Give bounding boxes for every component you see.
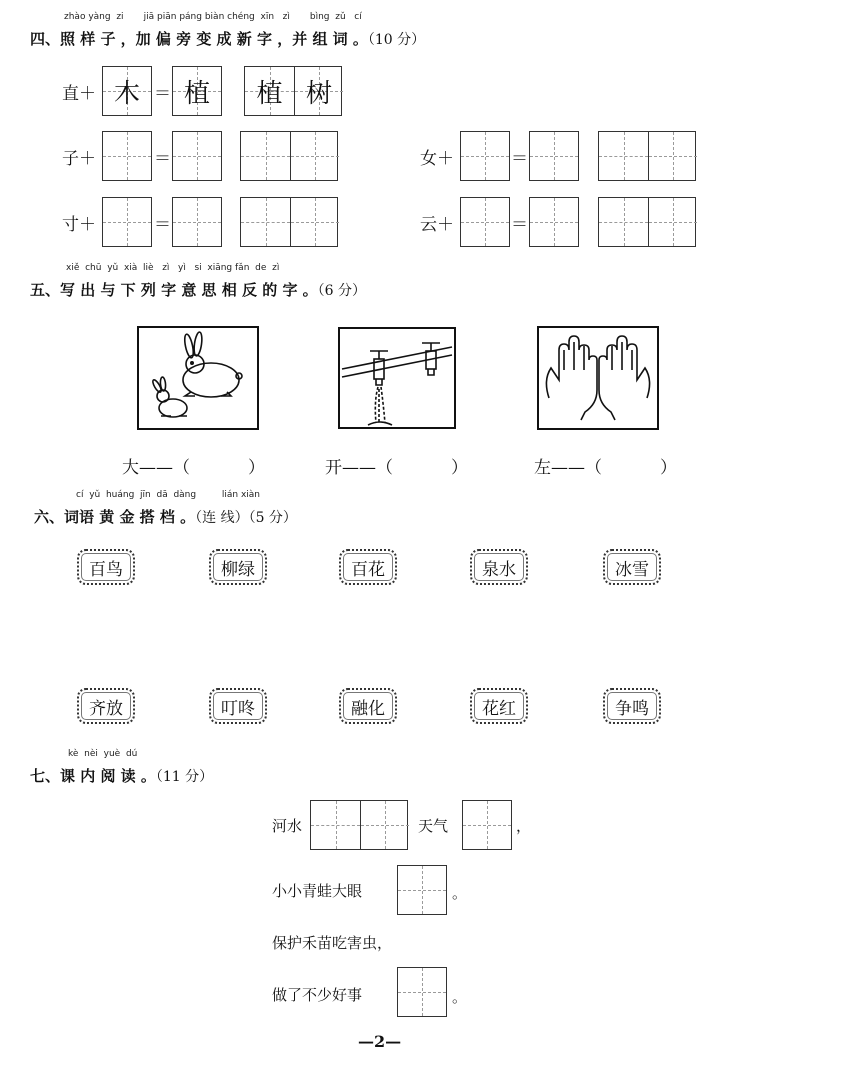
q6-top-word[interactable]: 百鸟 (77, 549, 135, 585)
q7-line2: 小小青蛙大眼 (272, 882, 363, 900)
page-number: —2— (358, 1032, 402, 1051)
q4-score: （10 分） (367, 32, 426, 48)
rabbits-icon (139, 328, 257, 428)
q5-answer-1: 大——（ ） (122, 458, 265, 478)
rabbits-picture (137, 326, 259, 430)
q4-equals: ＝ (154, 215, 171, 235)
q4-equals: ＝ (154, 149, 171, 169)
q4-result-box[interactable] (172, 197, 222, 247)
q7-line1-b: 天气 (418, 817, 449, 835)
q4-example-result-box: 植 (172, 66, 222, 116)
q7-line4-end: 。 (452, 988, 468, 1006)
q4-example-word-box: 植 树 (244, 66, 342, 116)
q4-word-box[interactable] (598, 131, 696, 181)
q4-item-label: 寸＋ (62, 215, 96, 235)
q7-line4-box[interactable] (397, 967, 447, 1017)
q6-bottom-word[interactable]: 叮咚 (209, 688, 267, 724)
q4-add-box[interactable] (102, 197, 152, 247)
q7-line1-box-1[interactable] (310, 800, 408, 850)
hands-icon (539, 328, 657, 428)
q4-item-label: 女＋ (420, 149, 454, 169)
q4-equals: ＝ (511, 149, 528, 169)
q7-line3: 保护禾苗吃害虫， (272, 934, 393, 952)
q6-top-word[interactable]: 泉水 (470, 549, 528, 585)
q4-result-box[interactable] (529, 197, 579, 247)
q7-score: （11 分） (155, 769, 214, 785)
q6-top-word[interactable]: 百花 (339, 549, 397, 585)
q7-line2-end: 。 (452, 884, 468, 902)
q7-pinyin: kè nèi yuè dú (68, 749, 138, 759)
q7-title: 七、课 内 阅 读 。（11 分） (30, 767, 214, 785)
q6-title: 六、词语 黄 金 搭 档 。（连 线）（5 分） (34, 508, 297, 526)
faucet-picture (338, 327, 456, 429)
q4-result-box[interactable] (172, 131, 222, 181)
q4-title: 四、照 样 子 ，加 偏 旁 变 成 新 字 ，并 组 词 。（10 分） (30, 30, 426, 48)
q4-example-add-box: 木 (102, 66, 152, 116)
q5-score: （6 分） (317, 283, 367, 299)
q6-bottom-word[interactable]: 齐放 (77, 688, 135, 724)
q6-pinyin: cí yǔ huáng jīn dā dàng lián xiàn (76, 490, 261, 500)
q4-pinyin: zhào yàng zi jiā piān páng biàn chéng xīn zì bìng zǔ cí (64, 12, 362, 22)
q4-word-box[interactable] (598, 197, 696, 247)
q4-result-box[interactable] (529, 131, 579, 181)
q5-answer-2: 开——（ ） (325, 458, 468, 478)
q6-bottom-word[interactable]: 融化 (339, 688, 397, 724)
q4-add-box[interactable] (102, 131, 152, 181)
q6-bottom-word[interactable]: 花红 (470, 688, 528, 724)
q4-item-label: 子＋ (62, 149, 96, 169)
q4-add-box[interactable] (460, 131, 510, 181)
q5-answer-3: 左——（ ） (534, 458, 677, 478)
q7-line1-comma: ， (516, 817, 532, 835)
q6-top-word[interactable]: 柳绿 (209, 549, 267, 585)
faucet-icon (340, 329, 454, 427)
q5-title: 五、写 出 与 下 列 字 意 思 相 反 的 字 。（6 分） (30, 281, 367, 299)
q7-line1-a: 河水 (272, 817, 303, 835)
hands-picture (537, 326, 659, 430)
q7-line4: 做了不少好事 (272, 986, 363, 1004)
q6-top-word[interactable]: 冰雪 (603, 549, 661, 585)
q4-word-box[interactable] (240, 131, 338, 181)
q4-word-box[interactable] (240, 197, 338, 247)
q4-example-equals: ＝ (154, 84, 171, 104)
q4-add-box[interactable] (460, 197, 510, 247)
q5-pinyin: xiě chū yǔ xià liè zì yì si xiāng fǎn de zì (66, 263, 280, 273)
q6-score: （5 分） (248, 510, 297, 526)
q6-bottom-word[interactable]: 争鸣 (603, 688, 661, 724)
q4-example-base: 直＋ (62, 84, 96, 104)
q4-item-label: 云＋ (420, 215, 454, 235)
q7-line2-box[interactable] (397, 865, 447, 915)
q7-line1-box-2[interactable] (462, 800, 512, 850)
q6-note: （连 线） (195, 510, 249, 526)
q4-equals: ＝ (511, 215, 528, 235)
